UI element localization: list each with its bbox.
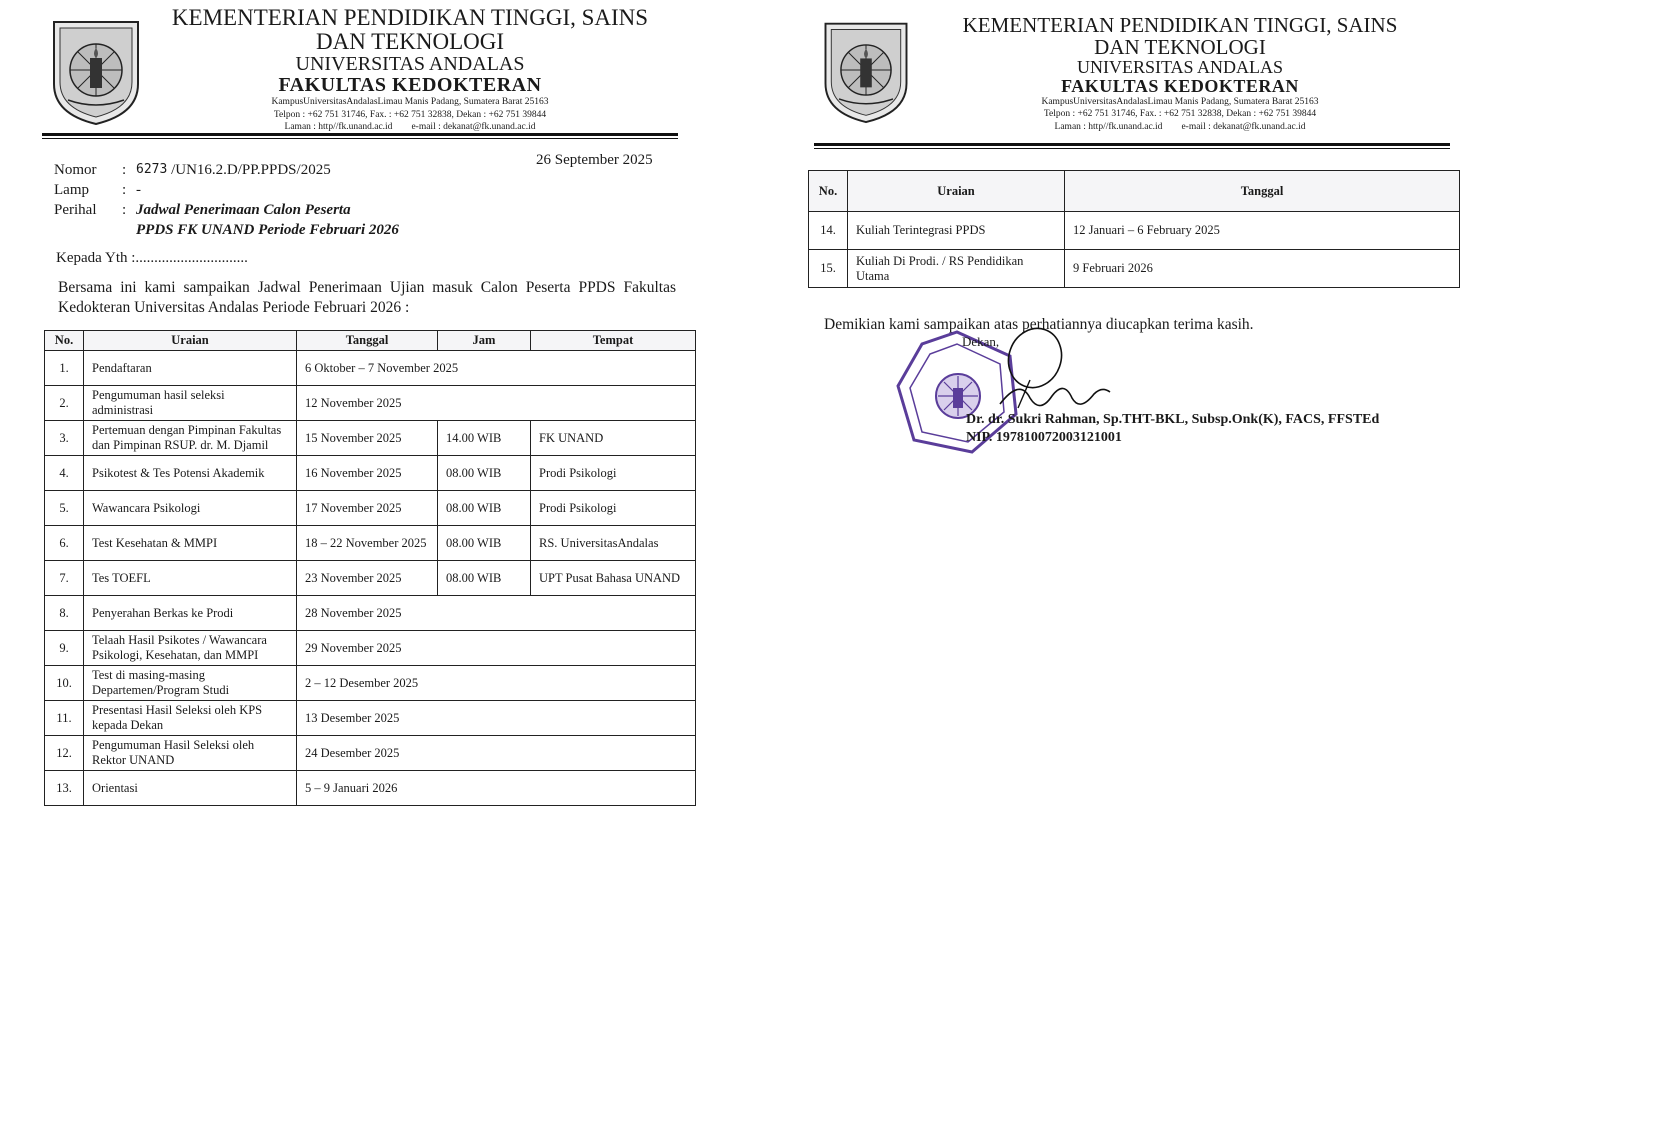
- ministry-line-1: KEMENTERIAN PENDIDIKAN TINGGI, SAINS: [962, 13, 1398, 37]
- header-no: No.: [45, 331, 84, 351]
- ministry-line-1: KEMENTERIAN PENDIDIKAN TINGGI, SAINS: [171, 5, 649, 30]
- closing-sentence: Demikian kami sampaikan atas perhatiannya diucapkan terima kasih.: [824, 316, 1254, 333]
- ministry-line-2: DAN TEKNOLOGI: [315, 29, 505, 55]
- table-header-row: [809, 171, 1460, 212]
- cell-no: 15.: [809, 250, 848, 288]
- table-row: [45, 561, 696, 596]
- cell-no: 8.: [45, 596, 84, 631]
- cell-tanggal: 13 Desember 2025: [297, 701, 696, 736]
- cell-uraian: Wawancara Psikologi: [84, 491, 297, 526]
- table-row: [45, 701, 696, 736]
- university-logo: [48, 14, 144, 126]
- cell-no: 9.: [45, 631, 84, 666]
- lamp-row: Lamp : -: [54, 182, 141, 198]
- table-row: [45, 386, 696, 421]
- letterhead-text-2: [930, 14, 1430, 133]
- cell-no: 5.: [45, 491, 84, 526]
- header-jam: Jam: [438, 331, 531, 351]
- ministry-line-2: DAN TEKNOLOGI: [1094, 35, 1266, 60]
- phone-line: Telpon : +62 751 31746, Fax. : +62 751 32838, Dekan : +62 751 39844: [273, 109, 547, 120]
- cell-jam: 14.00 WIB: [438, 421, 531, 456]
- web-email-line: [160, 121, 660, 133]
- header-tanggal: Tanggal: [297, 331, 438, 351]
- cell-tanggal: 16 November 2025: [297, 456, 438, 491]
- cell-uraian: Kuliah Terintegrasi PPDS: [848, 212, 1065, 250]
- letter-meta: [54, 160, 514, 240]
- cell-uraian: Kuliah Di Prodi. / RS Pendidikan Utama: [848, 250, 1065, 288]
- cell-no: 14.: [809, 212, 848, 250]
- cell-uraian: Tes TOEFL: [84, 561, 297, 596]
- university-logo-2: [818, 16, 914, 124]
- perihal-label: Perihal: [54, 202, 97, 218]
- cell-uraian: Pengumuman hasil seleksi administrasi: [84, 386, 297, 421]
- table-row: [45, 351, 696, 386]
- cell-tanggal: 17 November 2025: [297, 491, 438, 526]
- recipient-line: Kepada Yth :..............................: [56, 250, 248, 266]
- cell-uraian: Test Kesehatan & MMPI: [84, 526, 297, 561]
- cell-tanggal: 12 Januari – 6 February 2025: [1065, 212, 1460, 250]
- website: Laman : http//fk.unand.ac.id: [1054, 121, 1163, 132]
- perihal-row: Perihal : Jadwal Penerimaan Calon Peserta: [54, 202, 351, 218]
- lamp-value: -: [136, 182, 141, 198]
- schedule-body: [45, 351, 696, 806]
- cell-no: 6.: [45, 526, 84, 561]
- cell-no: 10.: [45, 666, 84, 701]
- header-tanggal: Tanggal: [1065, 171, 1460, 212]
- cell-tempat: Prodi Psikologi: [531, 456, 696, 491]
- signer-name: Dr. dr. Sukri Rahman, Sp.THT-BKL, Subsp.Onk(K), FACS, FFSTEd: [966, 412, 1380, 427]
- cell-uraian: Pendaftaran: [84, 351, 297, 386]
- cell-no: 7.: [45, 561, 84, 596]
- table-row: [809, 250, 1460, 288]
- university-name: UNIVERSITAS ANDALAS: [295, 53, 525, 76]
- cell-uraian: Orientasi: [84, 771, 297, 806]
- table-row: [809, 212, 1460, 250]
- letterhead-rule-thin-2: [814, 148, 1450, 149]
- cell-tanggal: 24 Desember 2025: [297, 736, 696, 771]
- table-row: [45, 666, 696, 701]
- nomor-handwritten: 6273: [136, 162, 168, 177]
- cell-uraian: Penyerahan Berkas ke Prodi: [84, 596, 297, 631]
- web-email-line: [930, 121, 1430, 133]
- email: e-mail : dekanat@fk.unand.ac.id: [1181, 121, 1306, 132]
- cell-tempat: Prodi Psikologi: [531, 491, 696, 526]
- cell-jam: 08.00 WIB: [438, 491, 531, 526]
- cell-tanggal: 28 November 2025: [297, 596, 696, 631]
- table-row: [45, 491, 696, 526]
- signer-role: Dekan,: [962, 334, 1000, 349]
- header-uraian: Uraian: [848, 171, 1065, 212]
- cell-tanggal: 2 – 12 Desember 2025: [297, 666, 696, 701]
- cell-uraian: Test di masing-masing Departemen/Program Studi: [84, 666, 297, 701]
- cell-uraian: Pengumuman Hasil Seleksi oleh Rektor UNAND: [84, 736, 297, 771]
- phone-line: Telpon : +62 751 31746, Fax. : +62 751 32838, Dekan : +62 751 39844: [1043, 109, 1317, 120]
- intro-paragraph: Bersama ini kami sampaikan Jadwal Penerimaan Ujian masuk Calon Peserta PPDS Fakultas Kedokteran Universitas Andalas Periode Februari 2026 :: [58, 279, 676, 316]
- signer-nip: NIP. 197810072003121001: [966, 430, 1122, 445]
- cell-tanggal: 15 November 2025: [297, 421, 438, 456]
- schedule-table-continued: [808, 170, 1460, 288]
- cell-tanggal: 5 – 9 Januari 2026: [297, 771, 696, 806]
- cell-jam: 08.00 WIB: [438, 526, 531, 561]
- cell-tempat: RS. UniversitasAndalas: [531, 526, 696, 561]
- cell-uraian: Psikotest & Tes Potensi Akademik: [84, 456, 297, 491]
- letter-page-1: [0, 0, 800, 1142]
- address-line: KampusUniversitasAndalasLimau Manis Padang, Sumatera Barat 25163: [271, 97, 549, 108]
- cell-tanggal: 23 November 2025: [297, 561, 438, 596]
- cell-no: 13.: [45, 771, 84, 806]
- cell-tanggal: 29 November 2025: [297, 631, 696, 666]
- nomor-label: Nomor: [54, 162, 97, 178]
- cell-no: 2.: [45, 386, 84, 421]
- faculty-name: FAKULTAS KEDOKTERAN: [278, 74, 542, 97]
- letterhead-rule-thin: [42, 138, 678, 139]
- letterhead-text: [160, 6, 660, 133]
- cell-no: 11.: [45, 701, 84, 736]
- perihal-line-1: Jadwal Penerimaan Calon Peserta: [136, 202, 351, 218]
- lamp-label: Lamp: [54, 182, 89, 198]
- table-header-row: [45, 331, 696, 351]
- cell-jam: 08.00 WIB: [438, 456, 531, 491]
- header-tempat: Tempat: [531, 331, 696, 351]
- cell-tanggal: 6 Oktober – 7 November 2025: [297, 351, 696, 386]
- table-row: [45, 631, 696, 666]
- cell-no: 4.: [45, 456, 84, 491]
- letterhead-rule-2: [814, 143, 1450, 146]
- schedule-body-continued: [809, 212, 1460, 288]
- faculty-name: FAKULTAS KEDOKTERAN: [1061, 75, 1299, 96]
- table-row: [45, 526, 696, 561]
- nomor-value: /UN16.2.D/PP.PPDS/2025: [171, 162, 331, 178]
- cell-tanggal: 18 – 22 November 2025: [297, 526, 438, 561]
- table-row: [45, 421, 696, 456]
- table-row: [45, 771, 696, 806]
- cell-uraian: Presentasi Hasil Seleksi oleh KPS kepada Dekan: [84, 701, 297, 736]
- address-line: KampusUniversitasAndalasLimau Manis Padang, Sumatera Barat 25163: [1041, 96, 1319, 107]
- letter-page-2: [818, 0, 1664, 1142]
- letter-date: 26 September 2025: [536, 152, 653, 168]
- university-name: UNIVERSITAS ANDALAS: [1076, 57, 1284, 78]
- cell-uraian: Pertemuan dengan Pimpinan Fakultas dan Pimpinan RSUP. dr. M. Djamil: [84, 421, 297, 456]
- cell-no: 12.: [45, 736, 84, 771]
- cell-no: 1.: [45, 351, 84, 386]
- cell-tempat: FK UNAND: [531, 421, 696, 456]
- website: Laman : http//fk.unand.ac.id: [284, 121, 393, 132]
- table-row: [45, 596, 696, 631]
- cell-tanggal: 9 Februari 2026: [1065, 250, 1460, 288]
- header-no: No.: [809, 171, 848, 212]
- cell-no: 3.: [45, 421, 84, 456]
- cell-uraian: Telaah Hasil Psikotes / Wawancara Psikologi, Kesehatan, dan MMPI: [84, 631, 297, 666]
- cell-tanggal: 12 November 2025: [297, 386, 696, 421]
- schedule-table: [44, 330, 696, 806]
- header-uraian: Uraian: [84, 331, 297, 351]
- cell-jam: 08.00 WIB: [438, 561, 531, 596]
- letterhead-rule: [42, 133, 678, 136]
- cell-tempat: UPT Pusat Bahasa UNAND: [531, 561, 696, 596]
- email: e-mail : dekanat@fk.unand.ac.id: [411, 121, 536, 132]
- nomor-row: Nomor : 6273 /UN16.2.D/PP.PPDS/2025: [54, 162, 331, 178]
- perihal-line-2: PPDS FK UNAND Periode Februari 2026: [136, 222, 399, 238]
- table-row: [45, 456, 696, 491]
- table-row: [45, 736, 696, 771]
